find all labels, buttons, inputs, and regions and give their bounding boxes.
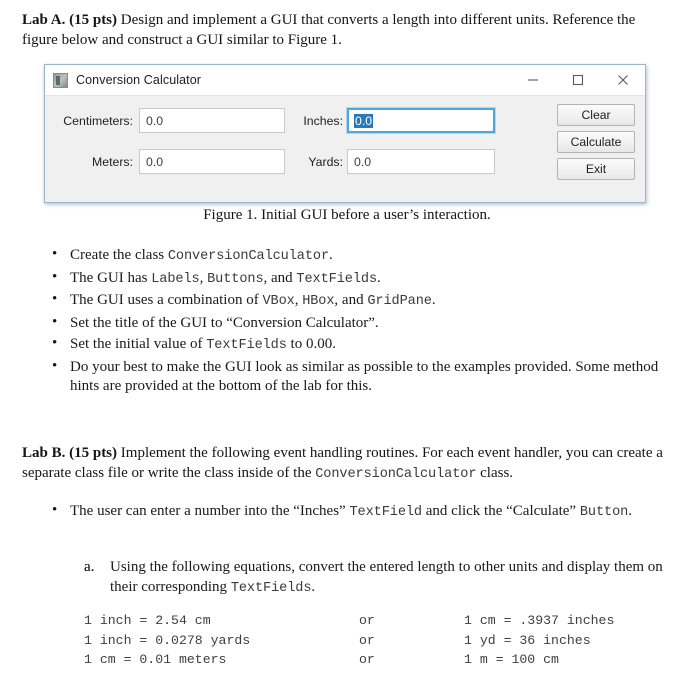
equation-left: 1 inch = 0.0278 yards — [84, 632, 251, 648]
text-run: Buttons — [207, 271, 264, 287]
close-icon[interactable] — [600, 65, 645, 95]
yards-row — [297, 149, 495, 174]
text-run: . — [377, 269, 381, 286]
inches-value: 0.0 — [355, 113, 373, 128]
meters-row — [53, 149, 285, 174]
clear-button[interactable]: Clear — [557, 104, 635, 126]
lab-a-bullet-list — [46, 246, 666, 399]
window-body — [45, 96, 645, 203]
yards-value: 0.0 — [354, 154, 372, 169]
text-run: Do your best to make the GUI look as similar as possible to the examples provided. Some method hints are provided at the bottom of the lab for this. — [70, 358, 659, 394]
text-run: ConversionCalculator — [315, 466, 477, 482]
centimeters-input[interactable] — [139, 108, 285, 133]
inches-input[interactable] — [347, 108, 495, 133]
text-run: Implement the following event handling routines. For each event handler, you can create a separate class file or write the class inside of the — [22, 445, 663, 481]
text-run: class. — [476, 464, 514, 481]
text-run: . — [311, 578, 316, 595]
equation-right: 1 yd = 36 inches — [464, 632, 591, 648]
text-run: Create the class — [70, 247, 168, 263]
centimeters-row — [53, 108, 285, 133]
yards-label: Yards: — [308, 154, 343, 169]
inches-label: Inches: — [303, 113, 343, 128]
list-item — [46, 358, 666, 397]
text-run: , — [294, 292, 303, 308]
text-run: , — [199, 269, 208, 286]
text-run: TextFields — [230, 580, 312, 596]
app-icon — [53, 73, 68, 88]
equation-row — [84, 631, 614, 651]
figure-caption: Figure 1. Initial GUI before a user’s interaction. — [203, 207, 491, 223]
text-run: , and — [263, 269, 297, 286]
text-run: Set the initial value of — [70, 336, 207, 352]
equation-left: 1 inch = 2.54 cm — [84, 613, 211, 628]
centimeters-label: Centimeters: — [63, 113, 133, 128]
conversion-calculator-window — [44, 64, 646, 203]
text-run: Using the following equations, convert the entered length to other units and display them on their corresponding — [110, 559, 663, 595]
list-item — [46, 291, 666, 312]
window-titlebar — [45, 65, 645, 96]
sub-list-marker: a. a. — [84, 559, 95, 575]
text-run: VBox — [262, 294, 295, 309]
equation-connector: or — [359, 652, 375, 667]
text-run: TextField — [349, 505, 422, 520]
lab-b-sub-list — [84, 558, 674, 598]
text-run: Button — [579, 505, 629, 520]
text-run: HBox — [302, 294, 335, 309]
list-item — [46, 335, 666, 356]
window-controls — [510, 65, 645, 95]
text-run: to 0.00. — [286, 336, 336, 352]
exit-button[interactable]: Exit — [557, 158, 635, 180]
text-run: Set the title of the GUI to “Conversion Calculator”. — [70, 314, 379, 331]
text-run: Labels — [151, 271, 200, 287]
text-run: The GUI has — [70, 269, 152, 286]
list-item — [46, 269, 666, 290]
text-run: . — [329, 247, 333, 263]
maximize-icon[interactable] — [555, 65, 600, 95]
lab-a-intro-paragraph — [22, 11, 674, 50]
lab-b-intro-paragraph — [22, 444, 674, 484]
text-run: The user can enter a number into the “Inches” — [70, 503, 350, 519]
list-item — [46, 502, 671, 523]
meters-value: 0.0 — [146, 154, 164, 169]
list-item — [46, 246, 666, 267]
window-title: Conversion Calculator — [76, 73, 202, 87]
equation-left: 1 cm = 0.01 meters — [84, 652, 227, 667]
equation-connector: or — [359, 632, 375, 648]
minimize-icon[interactable] — [510, 65, 555, 95]
text-run: and click the “Calculate” — [422, 503, 580, 519]
meters-label: Meters: — [92, 154, 133, 169]
equation-connector: or — [359, 613, 375, 628]
lab-a-intro-text: Design and implement a GUI that converts a length into different units. Reference the figure below and construct a GUI similar to Figure 1. — [22, 12, 636, 48]
lab-a-heading: Lab A. (15 pts) — [22, 12, 118, 28]
text-run: The GUI uses a combination of — [70, 292, 263, 308]
inches-row — [297, 108, 495, 133]
equation-right: 1 m = 100 cm — [464, 652, 559, 667]
conversion-equations — [84, 611, 614, 670]
meters-input[interactable] — [139, 149, 285, 174]
equation-right: 1 cm = .3937 inches — [464, 613, 615, 628]
text-run: , and — [334, 292, 368, 308]
text-run: TextFields — [206, 338, 287, 353]
lab-b-heading: Lab B. (15 pts) — [22, 445, 118, 461]
text-run: ConversionCalculator — [167, 249, 330, 264]
button-column — [557, 104, 635, 180]
equation-row — [84, 650, 614, 670]
text-run: . — [431, 292, 436, 308]
equation-row — [84, 611, 614, 631]
text-run: . — [628, 503, 632, 519]
centimeters-value: 0.0 — [146, 113, 164, 128]
calculate-button[interactable]: Calculate — [557, 131, 635, 153]
list-item — [46, 314, 666, 334]
text-run: GridPane — [367, 294, 432, 309]
yards-input[interactable] — [347, 149, 495, 174]
sub-list-item — [84, 558, 674, 598]
lab-b-bullet-list — [46, 502, 671, 525]
text-run: TextFields — [296, 271, 377, 287]
lab-b-intro-text — [22, 445, 663, 481]
